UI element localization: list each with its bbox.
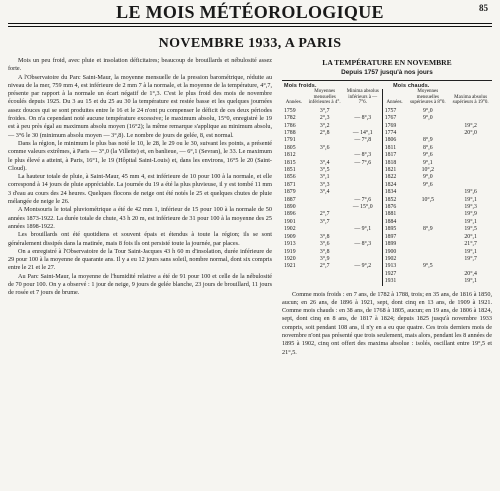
cell-warm-mean (406, 189, 449, 196)
table-row (282, 271, 492, 278)
table-note-text: Comme mois froids : en 7 ans, de 1782 à 1788, trois; en 35 ans, de 1816 à 1850, aucun; en 26 ans, de 1896 à 1921, sept, dont cinq en 13 ans, de 1909 à 1921. Comme mois chauds : en 38 ans, de 1768 à 1805, aucun; en 19 ans, de 1806 à 1824, sept, dont cinq en 8 ans, de 1817 à 1824; depuis 1825 jusqu'à novembre 1933 compris, soit pendant 108 ans, il n'y en a eu que quatre. Ces trois derniers mois de novembre n'ont pas présenté que trois seulement, mais alors, pendant les 8 années de 1895 à 1902, cinq ont offert des maxima absolue : isolés, oscillant entre 19°,5 et 21°,5. (282, 290, 492, 356)
cell-cold-mean: 3°,1 (319, 174, 330, 181)
cell-cold-min (344, 167, 382, 174)
cell-year: 1890 (284, 204, 296, 211)
temperature-table (282, 89, 492, 286)
table-row (282, 219, 492, 226)
cell-cold-min (344, 182, 382, 189)
cell-warm-mean: 9°,6 (423, 181, 433, 188)
article-paragraph: Dans la région, le minimum le plus bas noté le 10, le 28, le 29 ou le 30, suivant les points, a présenté comme valeurs extrêmes, à Paris — 3°,0 (la Villette) et, en banlieue, — 6°,1 (Sevran), le 33. Le maximum le plus élevé a atteint, à Paris, 16°1, le 19 (Hôpital Saint-Louis) et, dans les environs, 16°5 le 20 (Saint-Cloud). (8, 139, 272, 172)
cell-cold-mean (306, 226, 344, 233)
article-paragraph: Mois un peu froid, avec pluie et insolation déficitaires; beaucoup de brouillards et nébulosité assez forte. (8, 57, 272, 73)
cell-warm-mean (406, 211, 449, 218)
cell-cold-min: — 7°,6 (344, 197, 382, 204)
cell-year: 1919 (284, 248, 296, 255)
cell-warm-max: 19°,1 (464, 278, 477, 285)
cell-year: 1812 (284, 152, 296, 159)
cell-warm-mean (406, 204, 449, 211)
cell-warm-mean: 8°,6 (423, 144, 433, 151)
cell-cold-mean: 3°,6 (319, 144, 330, 151)
cell-warm-mean: 9°,0 (423, 115, 433, 122)
cell-cold-mean: 3°,2 (319, 122, 330, 129)
cell-cold-mean: 3°,4 (319, 159, 330, 166)
cell-warm-mean (406, 241, 449, 248)
cell-cold-min: — 8°,3 (344, 241, 382, 248)
cell-year: 1909 (284, 233, 296, 240)
cell-warm-max: 19°,5 (464, 226, 477, 233)
cell-warm-mean (406, 278, 449, 285)
cell-year-warm: 1834 (384, 189, 397, 196)
cell-cold-mean: 3°,6 (319, 241, 330, 248)
table-title: LA TEMPÉRATURE EN NOVEMBRE (322, 58, 452, 67)
cell-year-warm: 1821 (384, 167, 397, 174)
cell-warm-max: 21°,7 (464, 241, 477, 248)
table-row (282, 152, 492, 159)
cell-year: 1896 (284, 211, 296, 218)
cell-year: 1887 (284, 196, 296, 203)
cell-warm-max: 19°,1 (464, 218, 477, 225)
cell-cold-mean: 2°,7 (319, 211, 330, 218)
cell-warm-max: 19°,1 (464, 248, 477, 255)
article-heading: NOVEMBRE 1933, A PARIS (158, 36, 342, 51)
cell-warm-mean (406, 271, 449, 278)
table-row (282, 160, 492, 167)
cell-year-warm: 1806 (384, 137, 397, 144)
cell-warm-max (449, 174, 492, 181)
cell-cold-min: — 15°,0 (344, 204, 382, 211)
cell-warm-max: 20°,0 (464, 130, 477, 136)
cell-cold-mean: 3°,3 (319, 181, 330, 188)
col-year-warm: Années. (386, 100, 403, 106)
article-paragraph: Au Parc Saint-Maur, la moyenne de l'humidité relative a été de 91 pour 100 et celle de la nébulosité de 70 pour 100. On y a observé : 1 jour de neige, 9 jours de gelée blanche, 23 jours de brouillard, 11 jours de rosée et 7 jours de brume. (8, 272, 272, 297)
cell-cold-min: — 9°,1 (344, 226, 382, 233)
cell-cold-min (344, 211, 382, 218)
cell-year-warm: 1852 (384, 196, 397, 203)
cell-year: 1921 (284, 263, 296, 270)
table-rule (282, 80, 492, 81)
cell-cold-mean: 3°,5 (319, 167, 330, 174)
cell-year-warm: 1769 (384, 122, 397, 129)
cell-year: 1879 (284, 189, 296, 196)
cell-year: 1788 (284, 130, 296, 136)
cell-warm-max (449, 152, 492, 159)
table-row (282, 137, 492, 144)
cell-year: 1791 (284, 137, 296, 144)
cell-warm-max (449, 263, 492, 270)
cell-warm-mean: 8°,9 (423, 137, 433, 144)
cell-cold-mean: 3°,8 (319, 233, 330, 240)
cell-year: 1902 (284, 226, 296, 233)
table-row (282, 241, 492, 248)
table-row (282, 211, 492, 218)
table-row (282, 174, 492, 181)
cell-warm-max (449, 145, 492, 152)
cell-year-warm: 1822 (384, 174, 397, 181)
cell-year-warm: 1897 (384, 233, 397, 240)
cell-warm-max (449, 137, 492, 144)
cell-cold-mean: 3°,7 (319, 107, 330, 114)
cell-cold-mean: 3°,9 (319, 255, 330, 262)
cell-warm-max (449, 160, 492, 167)
cell-year: 1759 (284, 107, 296, 114)
cell-year: 1856 (284, 174, 296, 181)
cell-warm-mean: 8°,9 (423, 226, 433, 233)
cell-cold-min: — 8°,3 (344, 152, 382, 159)
table-row (282, 226, 492, 233)
col-warm-max: Maxima absolus supérieurs à 19°0. (452, 94, 489, 106)
cell-cold-min (344, 278, 382, 285)
cell-year-warm: 1811 (384, 144, 397, 151)
cell-warm-max: 19°,2 (464, 122, 477, 129)
cell-cold-mean (306, 152, 344, 159)
cell-warm-max (449, 108, 492, 115)
table-row (282, 197, 492, 204)
cell-year: 1901 (284, 218, 296, 225)
col-warm-mean: Moyennes mensuelles supérieures à 8°0. (409, 89, 446, 106)
cell-year-warm: 1817 (384, 152, 397, 159)
cell-year-warm: 1757 (384, 107, 397, 114)
table-row (282, 249, 492, 256)
cell-cold-min: — 7°,6 (344, 160, 382, 167)
cell-warm-mean (406, 123, 449, 130)
cell-cold-min (344, 123, 382, 130)
cell-cold-min: — 9°,2 (344, 263, 382, 270)
article-paragraph: A Montsouris le total pluviométrique a été de 42 mm 1, inférieur de 15 pour 100 à la normale de 50 années 1873-1922. La durée totale de chute, 43 h 20 m, est inférieure de 31 pour 100 à la moyenne des 25 années 1898-1922. (8, 206, 272, 230)
cell-year (282, 278, 306, 285)
article-body (8, 57, 272, 487)
cell-year: 1920 (284, 255, 296, 262)
cell-year-warm: 1927 (384, 270, 397, 277)
cell-year: 1815 (284, 159, 296, 166)
cell-year-warm: 1884 (384, 218, 397, 225)
table-row (282, 115, 492, 122)
cell-warm-max (449, 115, 492, 122)
header-rule-thin (8, 26, 492, 27)
table-row (282, 263, 492, 270)
cell-warm-max: 19°,6 (464, 189, 477, 196)
cell-cold-mean (306, 197, 344, 204)
cell-year-warm: 1931 (384, 278, 397, 285)
cell-year: 1786 (284, 122, 296, 129)
cell-cold-mean: 3°,8 (319, 248, 330, 255)
cell-warm-max (449, 167, 492, 174)
cell-warm-mean: 10°,5 (421, 196, 435, 203)
table-note (282, 291, 492, 357)
table-row (282, 130, 492, 137)
cell-year-warm: 1876 (384, 204, 397, 211)
col-cold-mean: Moyennes mensuelles inférieures à 4°. (308, 89, 341, 106)
table-row (282, 256, 492, 263)
cell-year-warm: 1913 (384, 263, 397, 270)
table-row (282, 167, 492, 174)
cell-year: 1805 (284, 144, 296, 151)
cell-warm-max: 20°,1 (464, 233, 477, 240)
temperature-panel (282, 57, 492, 487)
cell-warm-mean: 9°,1 (423, 159, 433, 166)
cell-warm-mean (406, 234, 449, 241)
cell-warm-max: 20°,4 (464, 270, 477, 277)
cell-cold-mean: 2°,7 (319, 263, 330, 270)
table-row (282, 108, 492, 115)
cell-year-warm: 1774 (384, 130, 397, 136)
cell-cold-min (344, 174, 382, 181)
cell-year: 1851 (284, 167, 296, 174)
cell-warm-mean: 9°,0 (423, 174, 433, 181)
section-cold: Mois froids. (284, 83, 317, 89)
article-paragraph: La hauteur totale de pluie, à Saint-Maur, 45 mm 4, est inférieure de 10 pour 100 à la normale, et elle correspond à 14 jours de pluie appréciable. La journée du 19 a été la plus pluvieuse, il y est tombé 11 mm 3 d'eau au cours des 24 heures. Quelques flocons de neige ont été notés le 25 et quelques chutes de pluie mélangée de neige le 26. (8, 173, 272, 206)
cell-cold-min: — 14°,1 (344, 130, 382, 137)
cell-warm-max: 19°,7 (464, 255, 477, 262)
cell-cold-min (344, 249, 382, 256)
table-row (282, 204, 492, 211)
cell-warm-mean: 10°,2 (421, 167, 435, 174)
cell-cold-mean (306, 278, 344, 285)
cell-year-warm: 1881 (384, 211, 397, 218)
cell-year-warm: 1824 (384, 181, 397, 188)
journal-title: LE MOIS MÉTÉOROLOGIQUE (116, 2, 384, 22)
section-warm: Mois chauds. (393, 83, 430, 89)
table-row (282, 123, 492, 130)
header-rule (8, 23, 492, 24)
cell-year-warm: 1902 (384, 255, 397, 262)
table-row (282, 189, 492, 196)
cell-cold-mean (306, 271, 344, 278)
cell-warm-mean: 9°,0 (423, 107, 433, 114)
table-row (282, 234, 492, 241)
table-body (282, 108, 492, 286)
cell-year: 1782 (284, 115, 296, 122)
cell-year-warm: 1900 (384, 248, 397, 255)
cell-cold-mean: 3°,7 (319, 218, 330, 225)
cell-warm-mean: 9°,6 (423, 152, 433, 159)
table-header-row (282, 89, 492, 108)
cell-cold-mean: 3°,4 (319, 189, 330, 196)
article-paragraph: Les brouillards ont été quotidiens et souvent épais et étendus à toute la région; ils se sont généralement dissipés dans la matinée, mais 8 fois ils ont persisté toute la journée, par places. (8, 231, 272, 247)
page-header (0, 0, 500, 24)
cell-year-warm: 1899 (384, 241, 397, 248)
cell-warm-max: 19°,1 (464, 196, 477, 203)
cell-warm-max: 19°,3 (464, 204, 477, 211)
cell-cold-mean: 2°,3 (319, 115, 330, 122)
cell-year (282, 271, 306, 278)
table-row (282, 278, 492, 285)
table-subtitle: Depuis 1757 jusqu'à nos jours (341, 69, 433, 76)
cell-cold-min (344, 189, 382, 196)
cell-year: 1913 (284, 241, 296, 248)
cell-cold-min: — 8°,3 (344, 115, 382, 122)
col-year: Années. (285, 100, 302, 106)
table-row (282, 182, 492, 189)
cell-cold-min: — 7°,8 (344, 137, 382, 144)
col-cold-min: Minima absolus inférieurs à — 7°6. (344, 89, 382, 108)
article-paragraph: A l'Observatoire du Parc Saint-Maur, la moyenne mensuelle de la pression barométrique, réduite au niveau de la mer, 759 mm 4, est inférieure de 2 mm 7 à la normale, et la moyenne de la température, 4°,7, présente par rapport à la normale un écart négatif de 1°,3. C'est le plus froid des mois de novembre écoulés depuis 1925. Du 3 au 15 et du 25 au 30 la température est restée basse et les quelques journées assez douces qui se sont produites entre le 16 et le 24 n'ont pu compenser le déficit de ces deux périodes froides. On n'a cependant noté aucune température excessive; le maximum absolu, 15°0, enregistré le 19 est à peu près égal au maximum absolu moyen (16°2); la même remarque s'applique au minimum absolu, — 3°6 le 30 (minimum absolu moyen — 3°,8). Le nombre de jours de gelée, 8, est normal. (8, 73, 272, 139)
cell-cold-min (344, 271, 382, 278)
cell-warm-max: 19°,9 (464, 211, 477, 218)
table-row (282, 145, 492, 152)
cell-warm-mean (406, 249, 449, 256)
cell-year: 1871 (284, 181, 296, 188)
cell-cold-mean (306, 137, 344, 144)
cell-cold-min (344, 234, 382, 241)
article-paragraph: On a enregistré à l'Observatoire de la Tour Saint-Jacques 43 h 60 m d'insolation, durée inférieure de 29 pour 100 à la moyenne de quarante ans. Il y a eu 12 jours sans soleil, nombre normal, dont six compris entre le 21 et le 27. (8, 247, 272, 272)
cell-cold-mean: 2°,8 (319, 130, 330, 136)
cell-year-warm: 1818 (384, 159, 397, 166)
cell-year-warm: 1767 (384, 115, 397, 122)
page-number: 85 (479, 3, 488, 13)
cell-warm-mean: 9°,5 (423, 263, 433, 270)
cell-year-warm: 1895 (384, 226, 397, 233)
